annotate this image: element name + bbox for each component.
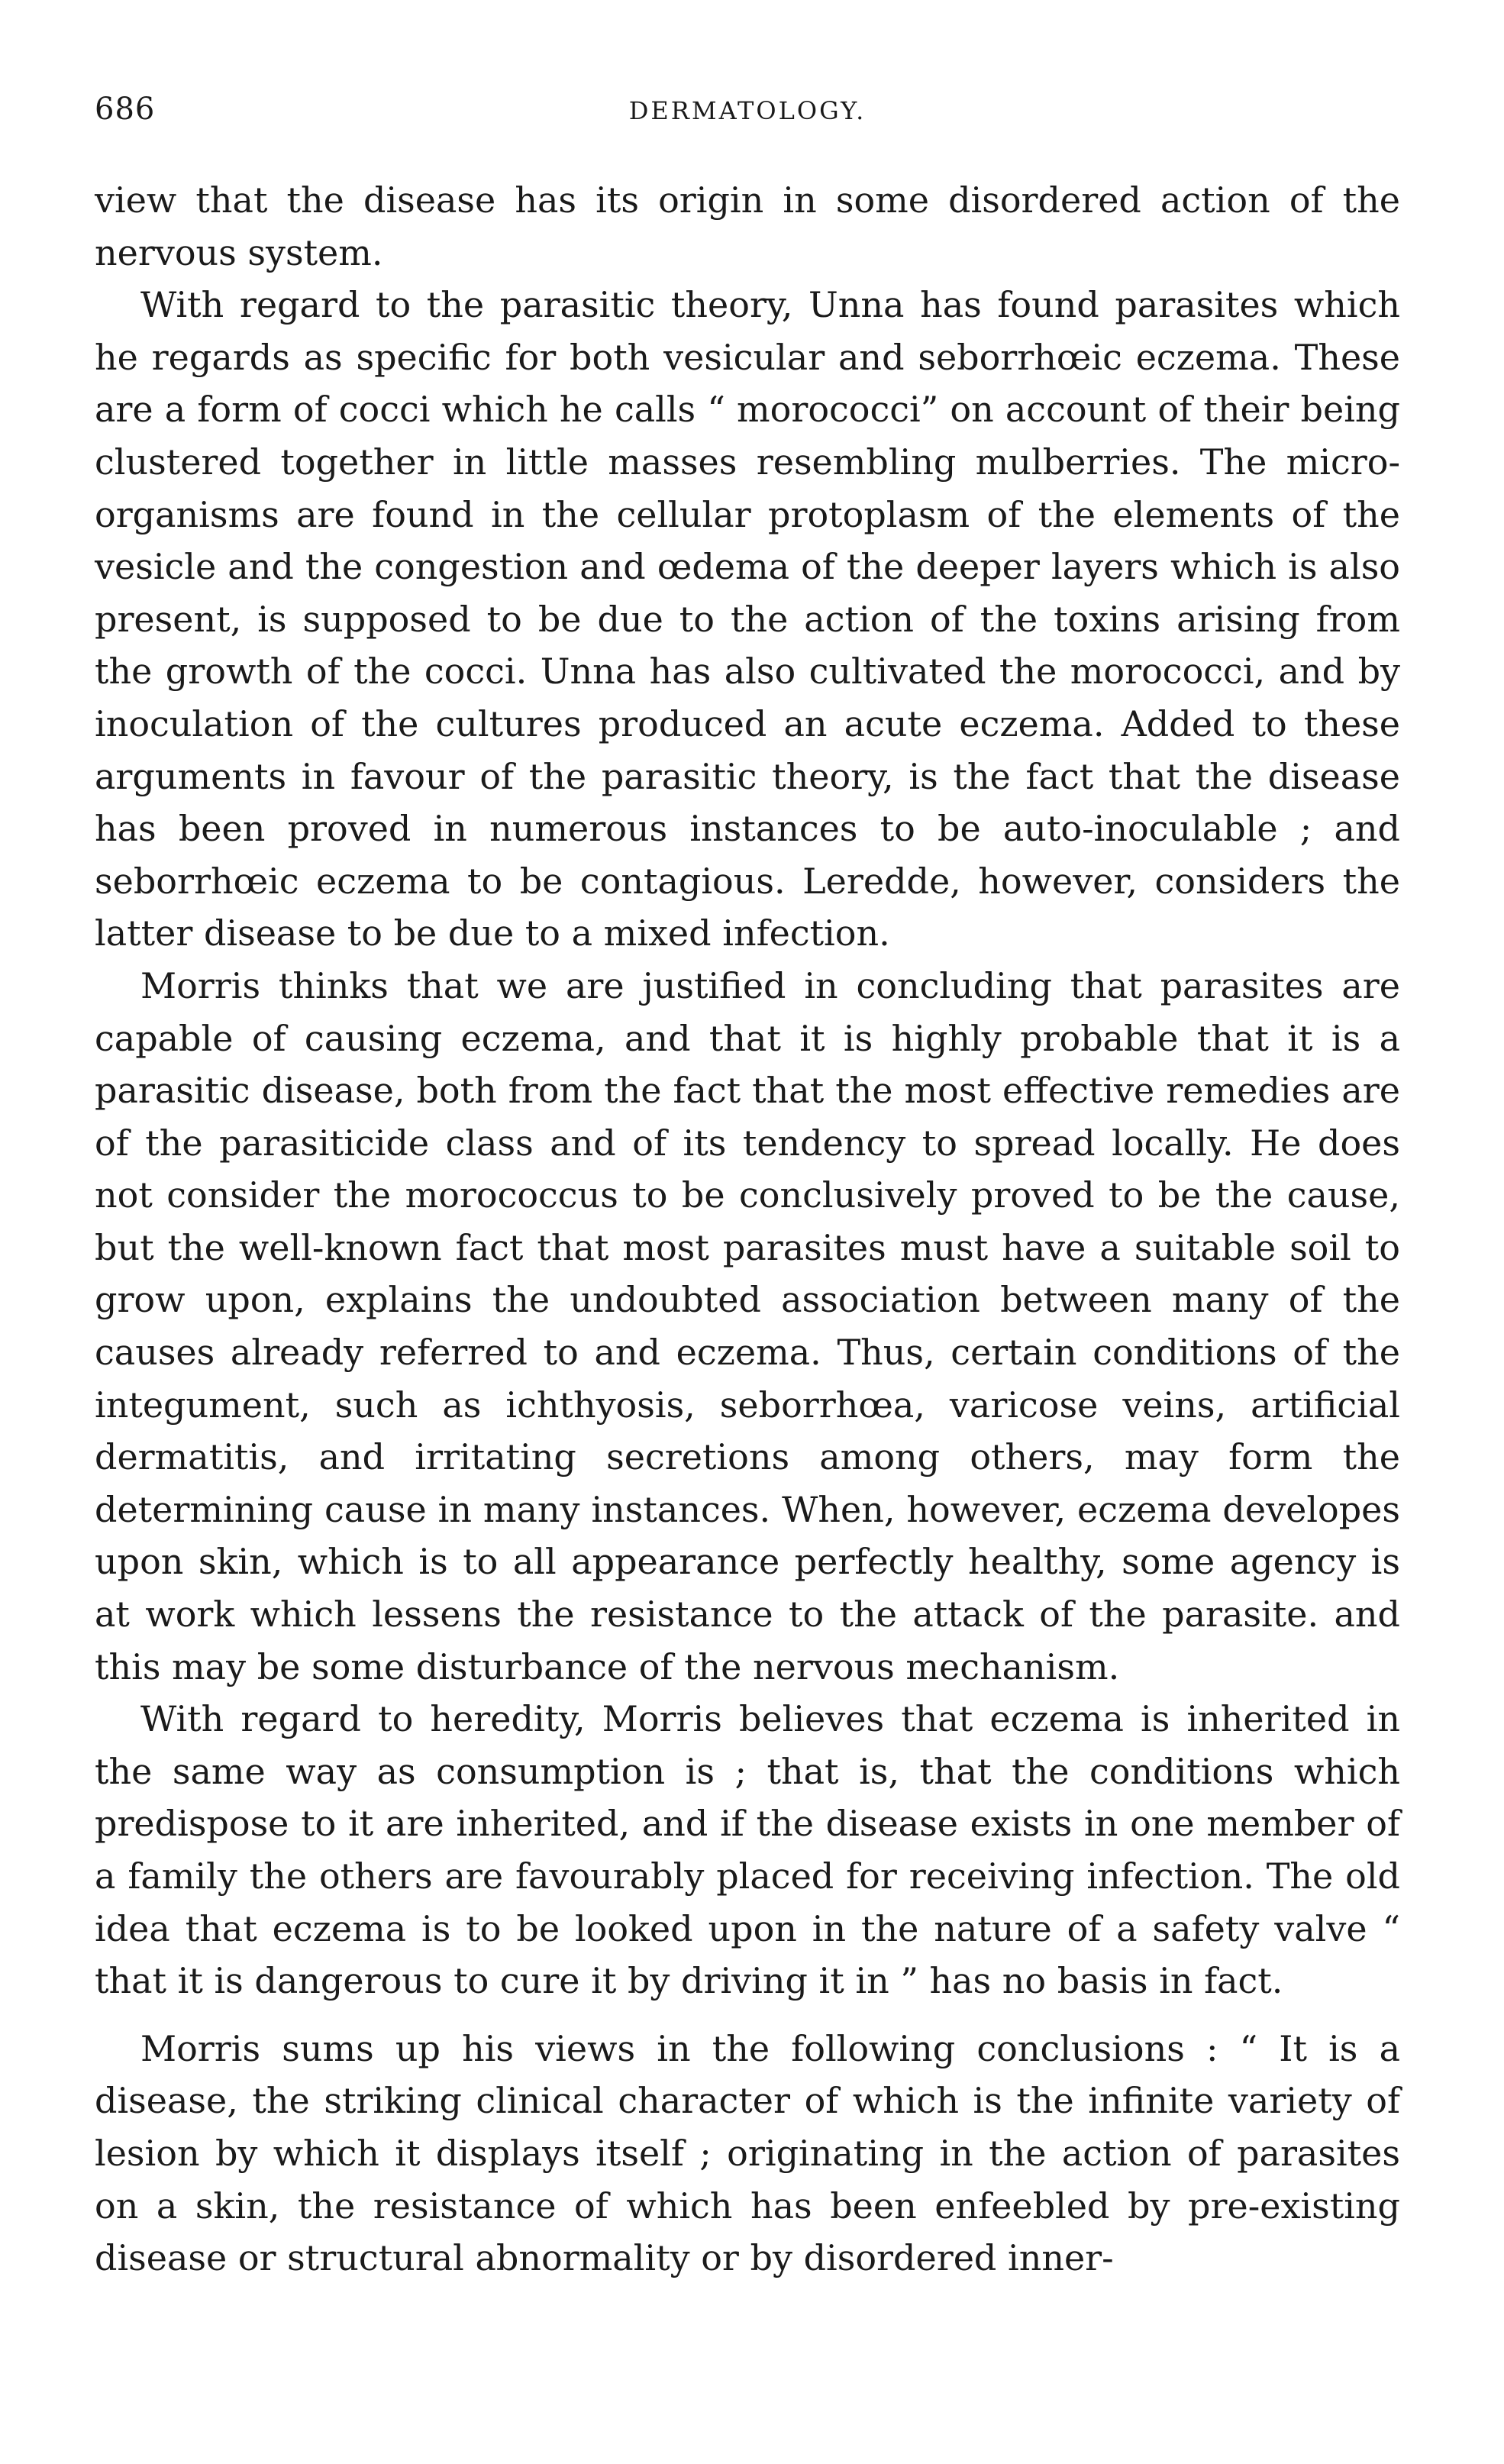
paragraph-continuation: view that the disease has its origin in some disordered action of the nervous system. bbox=[95, 179, 1400, 273]
page-header bbox=[95, 92, 1400, 137]
paragraph-heredity: With regard to heredity, Morris believes that eczema is inherited in the same way as consumption is ; that is, that the conditions which predispose to it are inherited, and if the disease exists in one member of a family the others are favourably placed for receiving infection. The old idea that eczema is to be looked upon in the nature of a safety valve “ that it is dangerous to cure it by driving it in ” has no basis in fact. bbox=[95, 1698, 1400, 2002]
paragraph-conclusions: Morris sums up his views in the following conclusions : “ It is a disease, the striking clinical character of which is the infinite variety of lesion by which it displays itself ; originating in the action of parasites on a skin, the resistance of which has been enfeebled by pre-existing disease or structural abnormality or by disordered inner- bbox=[95, 2027, 1400, 2279]
page-number: 686 bbox=[95, 92, 156, 127]
body-text bbox=[95, 174, 1400, 2285]
paragraph-parasitic-theory: With regard to the parasitic theory, Unna has found parasites which he regards as specific for both vesicular and seborrhœic eczema. These are a form of cocci which he calls “ morococci” on account of their being clustered together in little masses resembling mulberries. The micro-organisms are found in the cellular protoplasm of the elements of the vesicle and the congestion and œdema of the deeper layers which is also present, is supposed to be due to the action of the toxins arising from the growth of the cocci. Unna has also cultivated the morococci, and by inoculation of the cultures produced an acute eczema. Added to these arguments in favour of the parasitic theory, is the fact that the disease has been proved in numerous instances to be auto-inoculable ; and seborrhœic eczema to be contagious. Leredde, however, considers the latter disease to be due to a mixed infection. bbox=[95, 284, 1400, 954]
paragraph-morris-parasites: Morris thinks that we are justified in concluding that parasites are capable of causing eczema, and that it is highly probable that it is a parasitic disease, both from the fact that the most effective remedies are of the parasiticide class and of its tendency to spread locally. He does not consider the morococcus to be conclusively proved to be the cause, but the well-known fact that most parasites must have a suitable soil to grow upon, explains the undoubted association between many of the causes already referred to and eczema. Thus, certain conditions of the integument, such as ichthyosis, seborrhœa, varicose veins, artificial dermatitis, and irritating secretions among others, may form the determining cause in many instances. When, however, eczema developes upon skin, which is to all appearance perfectly healthy, some agency is at work which lessens the resistance to the attack of the parasite. and this may be some disturbance of the nervous mechanism. bbox=[95, 964, 1400, 1687]
running-head: DERMATOLOGY. bbox=[628, 96, 867, 125]
